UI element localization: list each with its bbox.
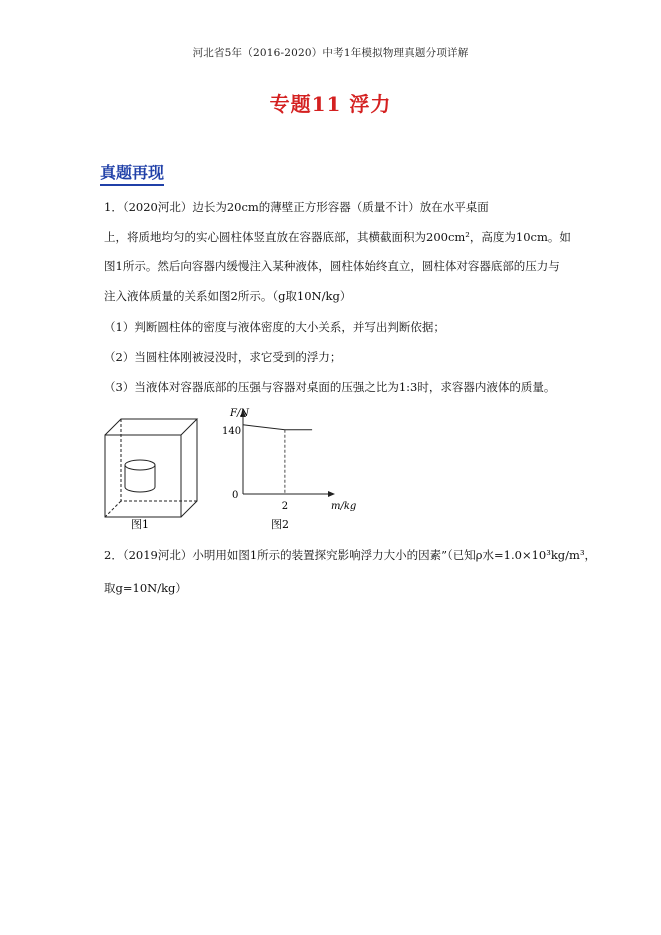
page-title: 专题11 浮力 [269,92,392,116]
figures-area [98,405,368,535]
container-hidden-edges [121,419,197,501]
figure2-graph [222,408,356,531]
figure1-caption: 图1 [131,518,149,531]
x-axis-arrow [328,491,335,497]
container-right-face [181,419,197,517]
cylinder-bottom [125,487,155,492]
q1-line1: 1．（2020河北）边长为20cm的薄壁正方形容器（质量不计）放在水平桌面 [104,200,489,214]
series-line [243,425,312,430]
q1-line4: 注入液体质量的关系如图2所示。（g取10N/kg） [104,289,352,303]
x-tick-label-2: 2 [281,501,289,512]
container-hidden-edge-bottom [105,501,121,517]
section-heading: 真题再现 [100,160,164,186]
y-axis-label: F/N [230,408,250,419]
y-tick-label-140: 140 [222,426,242,437]
q2-line1: 2．（2019河北）小明用如图1所示的装置探究影响浮力大小的因素”（已知ρ水=1.0×10³kg/m³， [104,548,597,562]
container-top-face [105,419,197,435]
container-front-face [105,435,181,517]
q2-line2: 取g=10N/kg） [104,581,187,595]
q1-sub2: （2）当圆柱体刚被浸没时，求它受到的浮力； [104,350,342,364]
q1-sub3: （3）当液体对容器底部的压强与容器对桌面的压强之比为1:3时，求容器内液体的质量。 [104,380,556,394]
figure2-caption: 图2 [271,518,289,531]
figure1-container-diagram [105,419,197,517]
q1-line2: 上，将质地均匀的实心圆柱体竖直放在容器底部，其横截面积为200cm²，高度为10cm。如 [104,230,571,244]
origin-label: 0 [232,490,239,501]
q1-line3: 图1所示。然后向容器内缓慢注入某种液体，圆柱体始终直立，圆柱体对容器底部的压力与 [104,259,560,273]
page-header: 河北省5年（2016-2020）中考1年模拟物理真题分项详解 [192,47,469,59]
cylinder-top [125,460,155,470]
q1-sub1: （1）判断圆柱体的密度与液体密度的大小关系，并写出判断依据； [104,320,445,334]
x-axis-label: m/kg [331,501,357,512]
